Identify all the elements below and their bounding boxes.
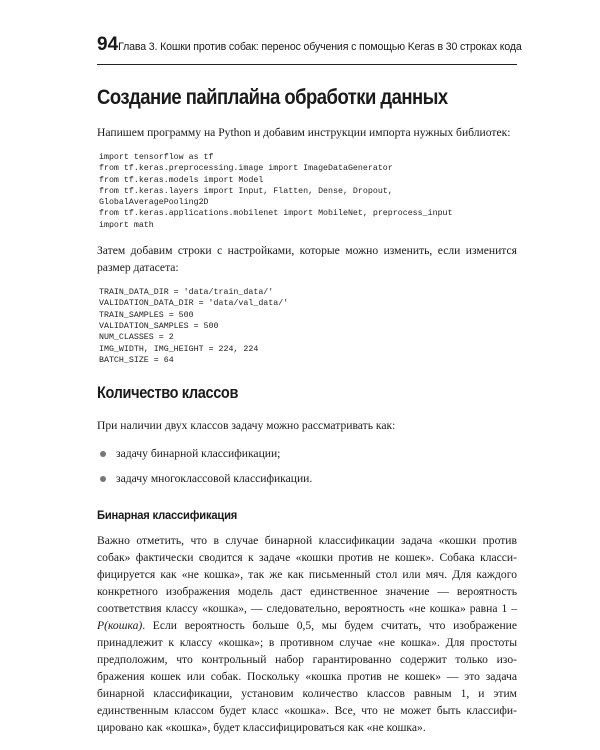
settings-code-block bbox=[99, 287, 517, 366]
code-line: VALIDATION_DATA_DIR = 'data/val_data/' bbox=[99, 299, 289, 309]
intro-paragraph: Напишем программу на Python и добавим инструкции импорта нужных библиотек: bbox=[97, 126, 511, 139]
code-line: TRAIN_DATA_DIR = 'data/train_data/' bbox=[99, 288, 274, 298]
code-line: import tensorflow as tf bbox=[99, 153, 214, 162]
code-line: from tf.keras.layers import Input, Flatten, Dense, Dropout, bbox=[99, 186, 393, 196]
bullet-list bbox=[97, 446, 517, 486]
import-code-block bbox=[99, 152, 517, 231]
list-item-text: задачу многоклассовой классификации. bbox=[116, 472, 313, 486]
code-line: NUM_CLASSES = 2 bbox=[99, 333, 174, 343]
binary-paragraph-part2: . Если вероятность больше 0,5, мы будем считать, что изображение принадлежит к классу «кошка»; в противном случае «не кошка». Для простоты предположим, что контрольный набор гарантированно содержит только изображения кошек или собак. Поскольку «кошка против не кошек» — это задача бинарной классификации, установим количество классов равным 1, и этим единственным классом будет класс «кошка». Все, что не может быть классифицировано как «кошка», будет классифицироваться как «не кошка». bbox=[97, 619, 517, 735]
binary-heading: Бинарная классификация bbox=[97, 508, 238, 523]
code-line: IMG_WIDTH, IMG_HEIGHT = 224, 224 bbox=[99, 344, 259, 354]
section-heading: Создание пайплайна обработки данных bbox=[97, 86, 448, 109]
classes-heading: Количество классов bbox=[97, 384, 239, 403]
code-line: VALIDATION_SAMPLES = 500 bbox=[99, 321, 219, 331]
bullet-icon bbox=[100, 451, 106, 457]
header-rule bbox=[97, 64, 517, 65]
probability-formula: P(кошка) bbox=[97, 619, 143, 633]
settings-paragraph: Затем добавим строки с настройками, которые можно изменить, если изменится размер датасета: bbox=[97, 244, 517, 275]
chapter-title: Глава 3. Кошки против собак: перенос обучения с помощью Keras в 30 строках кода bbox=[118, 41, 522, 53]
list-item bbox=[97, 446, 517, 461]
running-header bbox=[97, 34, 522, 56]
code-line: GlobalAveragePooling2D bbox=[99, 198, 209, 208]
code-line: TRAIN_SAMPLES = 500 bbox=[99, 310, 194, 320]
list-item-text: задачу бинарной классификации; bbox=[116, 447, 281, 461]
code-line: import math bbox=[99, 220, 154, 230]
bullet-icon bbox=[100, 476, 106, 482]
classes-intro: При наличии двух классов задачу можно рассматривать как: bbox=[97, 419, 396, 433]
binary-paragraph-part1: Важно отметить, что в случае бинарной классификации задача «кошки против собак» фактически сводится к задаче «кошки против не кошек». Собака классифицируется как «не кошка», так же как письменный стол или мяч. Для каждого конкретного изображения модель даст единственное значение — вероятность соответствия классу «кошка», — следовательно, вероятность «не кошка» равна 1 – bbox=[97, 534, 517, 616]
code-line: from tf.keras.models import Model bbox=[99, 175, 264, 185]
page-content bbox=[97, 86, 517, 736]
page-number: 94 bbox=[97, 34, 119, 55]
code-line: from tf.keras.applications.mobilenet import MobileNet, preprocess_input bbox=[99, 209, 453, 219]
binary-paragraph bbox=[97, 532, 517, 736]
code-line: BATCH_SIZE = 64 bbox=[99, 355, 174, 365]
list-item bbox=[97, 471, 517, 486]
code-line: from tf.keras.preprocessing.image import ImageDataGenerator bbox=[99, 164, 393, 174]
